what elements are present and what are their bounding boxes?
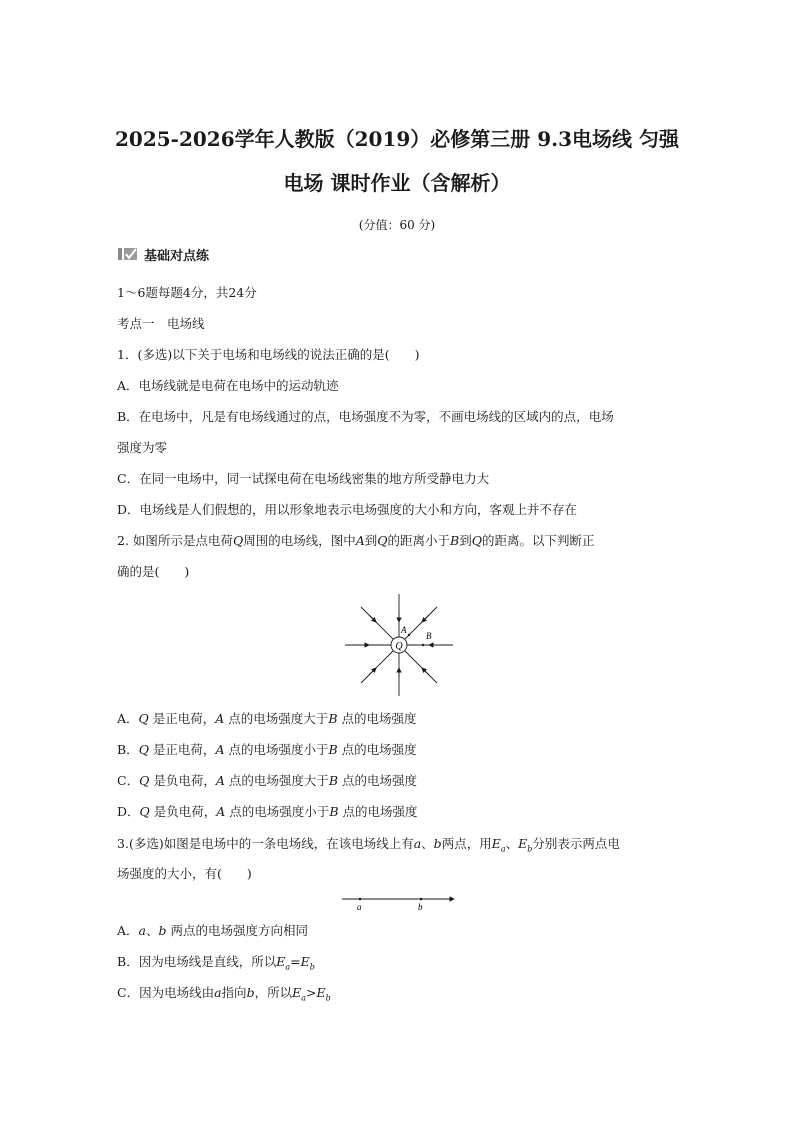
q3-option-b: B．因为电场线是直线，所以$E_a=E_b$ — [117, 954, 315, 972]
fig-q-label: Q — [395, 641, 403, 652]
point-charge-field-figure — [343, 592, 455, 698]
q1-option-c: C．在同一电场中，同一试探电荷在电场线密集的地方所受静电力大 — [117, 471, 490, 486]
q3-option-a: A．a、b 两点的电场强度方向相同 — [117, 923, 309, 938]
q3-stem-line2: 场强度的大小，有( ) — [117, 866, 252, 881]
q1-option-d: D．电场线是人们假想的，用以形象地表示电场强度的大小和方向，客观上并不存在 — [117, 502, 578, 517]
score-note: (分值：60 分) — [358, 218, 436, 232]
q3-stem-line1: 3.(多选)如图是电场中的一条电场线，在该电场线上有a、b两点，用$E_a$、$E_b$分别表示两点电 — [117, 836, 620, 854]
q2-stem-line2: 确的是( ) — [117, 564, 190, 579]
straight-field-line-figure — [340, 893, 458, 913]
fig-a-label: A — [401, 625, 407, 635]
q2-stem-line1: 2. 如图所示是点电荷Q周围的电场线，图中A到Q的距离小于B到Q的距离。以下判断正 — [117, 533, 595, 548]
q1-option-b-line1: B．在电场中，凡是有电场线通过的点，电场强度不为零，不画电场线的区域内的点，电场 — [117, 409, 614, 424]
q1-option-b-line2: 强度为零 — [117, 440, 168, 455]
q2-option-a: A．Q 是正电荷，A 点的电场强度大于B 点的电场强度 — [117, 711, 417, 726]
doc-title-line-2: 电场 课时作业（含解析） — [283, 171, 511, 195]
section-title: 基础对点练 — [144, 248, 210, 264]
q2-option-c: C．Q 是负电荷，A 点的电场强度大于B 点的电场强度 — [117, 773, 418, 788]
doc-title-line-1: 2025-2026学年人教版（2019）必修第三册 9.3电场线 匀强 — [114, 127, 679, 151]
fig-a-point-label: a — [357, 902, 362, 912]
topic-heading: 考点一 电场线 — [117, 316, 205, 331]
q1-stem: 1．(多选)以下关于电场和电场线的说法正确的是( ) — [117, 347, 420, 362]
scoring-note: 1～6题每题4分，共24分 — [117, 285, 257, 300]
fig-b-point-label: b — [418, 902, 423, 912]
fig-b-label: B — [426, 631, 432, 641]
check-icon — [117, 246, 139, 262]
q3-option-c: C．因为电场线由a指向b，所以$E_a>E_b$ — [117, 985, 331, 1003]
section-header — [117, 244, 209, 264]
q2-option-b: B．Q 是正电荷，A 点的电场强度小于B 点的电场强度 — [117, 742, 417, 757]
q2-option-d: D．Q 是负电荷，A 点的电场强度小于B 点的电场强度 — [117, 804, 418, 819]
q1-option-a: A．电场线就是电荷在电场中的运动轨迹 — [117, 378, 339, 393]
